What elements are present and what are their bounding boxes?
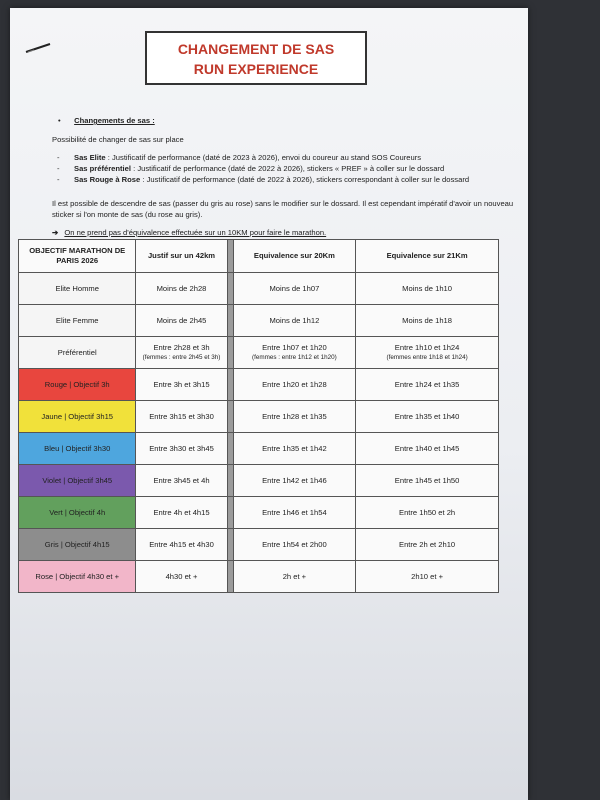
objective-cell-text: Violet | Objectif 3h45 [42, 475, 113, 485]
eq21-cell-text: Entre 1h24 et 1h35 [394, 379, 460, 389]
justif-cell-text: Entre 2h28 et 3h [153, 342, 210, 352]
dash-icon: - [57, 153, 60, 162]
table-row [19, 433, 499, 465]
eq21-cell [356, 305, 499, 337]
eq21-cell [356, 401, 499, 433]
justif-cell-subtext: (femmes : entre 2h45 et 3h) [142, 353, 221, 361]
intro-text: Possibilité de changer de sas sur place [52, 135, 184, 144]
eq20-cell-text: Entre 1h07 et 1h20 [262, 342, 327, 352]
bullet-icon: • [58, 116, 61, 125]
eq20-cell-text: Entre 1h28 et 1h35 [262, 411, 327, 421]
eq20-cell-text: Entre 1h42 et 1h46 [262, 475, 327, 485]
justif-cell [136, 273, 227, 305]
justif-cell [136, 401, 227, 433]
justif-cell-text: Entre 3h et 3h15 [153, 379, 210, 389]
table-body [19, 273, 499, 593]
table-row [19, 465, 499, 497]
objective-cell-text: Rose | Objectif 4h30 et + [35, 571, 120, 581]
rule-label: Sas préférentiel [74, 164, 131, 173]
eq21-cell-text: Moins de 1h10 [402, 283, 452, 293]
eq20-cell [233, 497, 356, 529]
table-header-row [19, 240, 499, 273]
objective-cell [19, 561, 136, 593]
note-line [52, 228, 528, 237]
note-text: On ne prend pas d'équivalence effectuée sur un 10KM pour faire le marathon. [64, 228, 327, 237]
objective-cell [19, 433, 136, 465]
objective-cell-text: Jaune | Objectif 3h15 [41, 411, 114, 421]
eq21-cell-text: Entre 1h50 et 2h [399, 507, 456, 517]
eq20-cell [233, 369, 356, 401]
rule-text: : Justificatif de performance (daté de 2022 à 2026), stickers « PREF » à coller sur le dossard [130, 164, 445, 173]
objective-cell-text: Rouge | Objectif 3h [44, 379, 110, 389]
objective-cell [19, 273, 136, 305]
eq21-cell-text: Moins de 1h18 [402, 315, 452, 325]
objective-cell [19, 337, 136, 369]
objective-cell [19, 401, 136, 433]
equivalence-table [18, 239, 499, 593]
eq20-cell [233, 465, 356, 497]
eq20-cell [233, 337, 356, 369]
eq21-cell [356, 369, 499, 401]
eq21-cell [356, 273, 499, 305]
rule-label: Sas Elite [74, 153, 106, 162]
eq20-cell-text: Entre 1h20 et 1h28 [262, 379, 327, 389]
header-objective: OBJECTIF MARATHON DE PARIS 2026 [19, 240, 136, 273]
eq20-cell-text: Entre 1h35 et 1h42 [262, 443, 327, 453]
justif-cell-text: Entre 4h et 4h15 [153, 507, 210, 517]
justif-cell-text: Entre 3h45 et 4h [153, 475, 210, 485]
eq20-cell [233, 401, 356, 433]
info-paragraph: Il est possible de descendre de sas (passer du gris au rose) sans le modifier sur le dossard. Il est cependant impératif d'avoir un nouveau sticker si l'on monte de sas (du rose au gris). [52, 199, 514, 219]
header-justif: Justif sur un 42km [136, 240, 227, 273]
table-row [19, 337, 499, 369]
table-row [19, 369, 499, 401]
eq21-cell-subtext: (femmes entre 1h18 et 1h24) [386, 353, 468, 361]
rule-item [57, 175, 522, 184]
eq21-cell-text: Entre 1h40 et 1h45 [394, 443, 460, 453]
eq21-cell-text: Entre 2h et 2h10 [399, 539, 456, 549]
justif-cell-text: Entre 3h30 et 3h45 [149, 443, 214, 453]
title-box [145, 31, 367, 85]
table-row [19, 529, 499, 561]
dash-icon: - [57, 164, 60, 173]
eq20-cell-text: Moins de 1h12 [269, 315, 320, 325]
rule-text: : Justificatif de performance (daté de 2022 à 2026), stickers correspondant à coller sur le dossard [140, 175, 470, 184]
justif-cell [136, 369, 227, 401]
justif-cell [136, 465, 227, 497]
justif-cell-text: Moins de 2h45 [156, 315, 207, 325]
justif-cell-text: 4h30 et + [165, 571, 198, 581]
header-eq21: Equivalence sur 21Km [356, 240, 499, 273]
table-row [19, 273, 499, 305]
table-row [19, 305, 499, 337]
objective-cell [19, 497, 136, 529]
eq21-cell [356, 433, 499, 465]
eq20-cell [233, 273, 356, 305]
justif-cell-text: Moins de 2h28 [156, 283, 207, 293]
section-heading-text: Changements de sas : [74, 116, 155, 125]
eq21-cell [356, 337, 499, 369]
eq20-cell-text: Entre 1h54 et 2h00 [262, 539, 327, 549]
rule-item [57, 153, 522, 162]
eq20-cell-subtext: (femmes : entre 1h12 et 1h20) [252, 353, 337, 361]
objective-cell-text: Gris | Objectif 4h15 [44, 539, 110, 549]
table-row [19, 497, 499, 529]
justif-cell [136, 561, 227, 593]
eq20-cell-text: 2h et + [282, 571, 307, 581]
justif-cell-text: Entre 4h15 et 4h30 [149, 539, 214, 549]
justif-cell [136, 433, 227, 465]
justif-cell [136, 305, 227, 337]
eq21-cell [356, 497, 499, 529]
objective-cell [19, 465, 136, 497]
header-eq20: Equivalence sur 20Km [233, 240, 356, 273]
objective-cell [19, 369, 136, 401]
rules-list [57, 153, 522, 186]
objective-cell [19, 305, 136, 337]
rule-label: Sas Rouge à Rose [74, 175, 141, 184]
table-row [19, 561, 499, 593]
objective-cell-text: Vert | Objectif 4h [49, 507, 106, 517]
title-line-1: CHANGEMENT DE SAS [177, 41, 335, 57]
eq21-cell [356, 561, 499, 593]
title-line-2: RUN EXPERIENCE [193, 61, 319, 77]
eq20-cell [233, 529, 356, 561]
eq21-cell [356, 529, 499, 561]
eq21-cell-text: 2h10 et + [411, 571, 444, 581]
arrow-right-icon: ➔ [52, 228, 59, 237]
rule-text: : Justificatif de performance (daté de 2023 à 2026), envoi du coureur au stand SOS Coureurs [105, 153, 421, 162]
justif-cell [136, 529, 227, 561]
eq21-cell-text: Entre 1h35 et 1h40 [394, 411, 460, 421]
justif-cell [136, 497, 227, 529]
table-row [19, 401, 499, 433]
justif-cell [136, 337, 227, 369]
section-heading [58, 116, 528, 125]
eq20-cell-text: Entre 1h46 et 1h54 [262, 507, 327, 517]
pen-mark-icon [24, 42, 52, 54]
eq21-cell-text: Entre 1h10 et 1h24 [394, 342, 460, 352]
objective-cell [19, 529, 136, 561]
eq20-cell [233, 433, 356, 465]
objective-cell-text: Elite Homme [55, 283, 99, 293]
eq20-cell-text: Moins de 1h07 [269, 283, 320, 293]
justif-cell-text: Entre 3h15 et 3h30 [149, 411, 214, 421]
objective-cell-text: Bleu | Objectif 3h30 [44, 443, 111, 453]
rule-item [57, 164, 522, 173]
eq21-cell-text: Entre 1h45 et 1h50 [394, 475, 460, 485]
eq20-cell [233, 561, 356, 593]
eq20-cell [233, 305, 356, 337]
document-page [10, 8, 528, 800]
objective-cell-text: Préférentiel [57, 347, 97, 357]
eq21-cell [356, 465, 499, 497]
dash-icon: - [57, 175, 60, 184]
objective-cell-text: Elite Femme [55, 315, 99, 325]
